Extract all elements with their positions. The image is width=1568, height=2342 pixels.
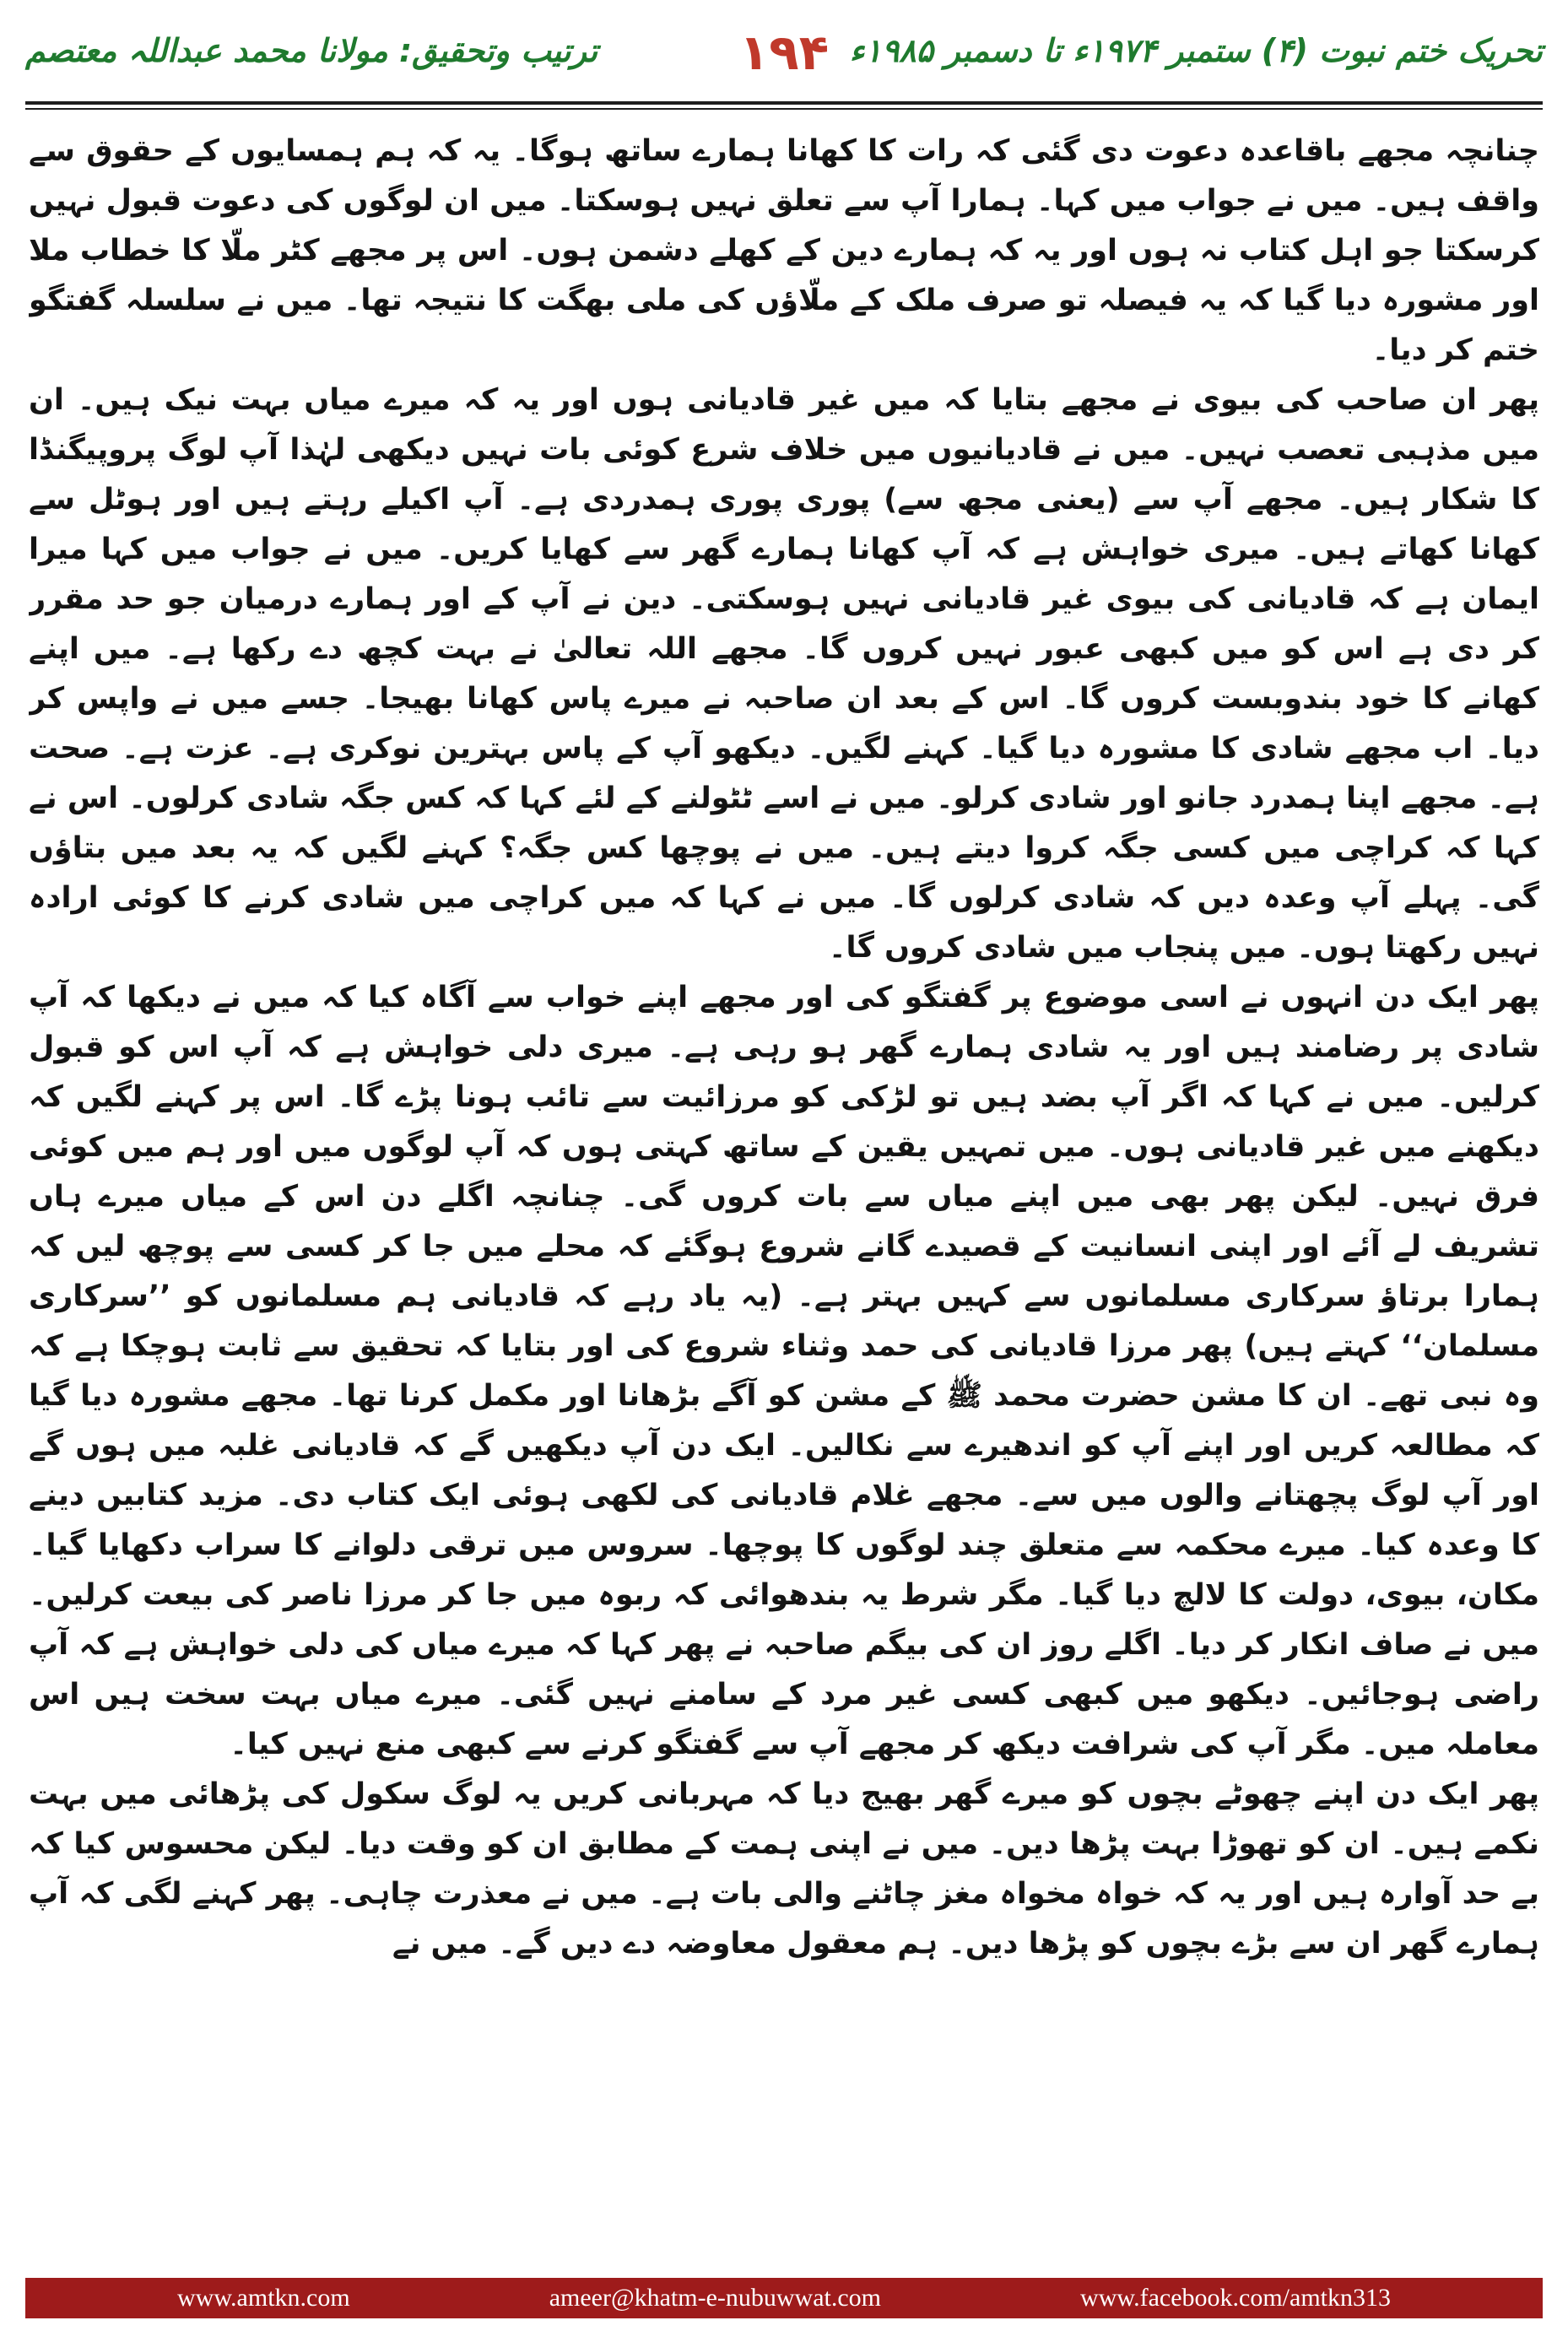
header-divider <box>25 101 1543 105</box>
facebook-link[interactable]: www.facebook.com/amtkn313 <box>1080 2284 1391 2312</box>
email-link[interactable]: ameer@khatm-e-nubuwwat.com <box>549 2284 882 2312</box>
page-body <box>29 127 1539 2249</box>
page-footer <box>25 2278 1543 2318</box>
book-title: تحریک ختم نبوت (۴) ستمبر ۱۹۷۴ء تا دسمبر ۱۹۸۵ء <box>849 32 1543 69</box>
paragraph-1: چنانچہ مجھے باقاعدہ دعوت دی گئی کہ رات کا کھانا ہمارے ساتھ ہوگا۔ یہ کہ ہم ہمسایوں کے حقوق سے واقف ہیں۔ میں نے جواب میں کہا۔ ہمارا آپ سے تعلق نہیں ہوسکتا۔ میں ان لوگوں کی دعوت قبول نہیں کرسکتا جو اہل کتاب نہ ہوں اور یہ کہ ہمارے دین کے کھلے دشمن ہوں۔ اس پر مجھے کٹر ملّا کا خطاب ملا اور مشورہ دیا گیا کہ یہ فیصلہ تو صرف ملک کے ملّاؤں کی ملی بھگت کا نتیجہ تھا۔ میں نے سلسلہ گفتگو ختم کر دیا۔ <box>29 134 1539 367</box>
page-header <box>25 24 1543 100</box>
compiler-credit: ترتیب وتحقیق: مولانا محمد عبداللہ معتصم <box>25 32 598 69</box>
paragraph-4: پھر ایک دن اپنے چھوٹے بچوں کو میرے گھر بھیج دیا کہ مہربانی کریں یہ لوگ سکول کی پڑھائی میں بہت نکمے ہیں۔ ان کو تھوڑا بہت پڑھا دیں۔ میں نے اپنی ہمت کے مطابق ان کو وقت دیا۔ لیکن محسوس کیا کہ بے حد آوارہ ہیں اور یہ کہ خواہ مخواہ مغز چاٹنے والی بات ہے۔ میں نے معذرت چاہی۔ پھر کہنے لگی کہ آپ ہمارے گھر ان سے بڑے بچوں کو پڑھا دیں۔ ہم معقول معاوضہ دے دیں گے۔ میں نے <box>29 1777 1539 1961</box>
website-link[interactable]: www.amtkn.com <box>177 2284 350 2312</box>
paragraph-3: پھر ایک دن انہوں نے اسی موضوع پر گفتگو کی اور مجھے اپنے خواب سے آگاہ کیا کہ میں نے دیکھا کہ آپ شادی پر رضامند ہیں اور یہ شادی ہمارے گھر ہو رہی ہے۔ میری دلی خواہش ہے کہ آپ اس کو قبول کرلیں۔ میں نے کہا کہ اگر آپ بضد ہیں تو لڑکی کو مرزائیت سے تائب ہونا پڑے گا۔ اس پر کہنے لگیں کہ دیکھنے میں غیر قادیانی ہوں۔ میں تمہیں یقین کے ساتھ کہتی ہوں کہ آپ لوگوں میں اور ہم میں کوئی فرق نہیں۔ لیکن پھر بھی میں اپنے میاں سے بات کروں گی۔ چنانچہ اگلے دن اس کے میاں میرے ہاں تشریف لے آئے اور اپنی انسانیت کے قصیدے گانے شروع ہوگئے کہ محلے میں جا کر کسی سے پوچھ لیں کہ ہمارا برتاؤ سرکاری مسلمانوں سے کہیں بہتر ہے۔ (یہ یاد رہے کہ قادیانی ہم مسلمانوں کو ’’سرکاری مسلمان‘‘ کہتے ہیں) پھر مرزا قادیانی کی حمد وثناء شروع کی اور بتایا کہ تحقیق سے ثابت ہوچکا ہے کہ وہ نبی تھے۔ ان کا مشن حضرت محمد ﷺ کے مشن کو آگے بڑھانا اور مکمل کرنا تھا۔ مجھے مشورہ دیا گیا کہ مطالعہ کریں اور اپنے آپ کو اندھیرے سے نکالیں۔ ایک دن آپ دیکھیں گے کہ قادیانی غلبہ میں ہوں گے اور آپ لوگ پچھتانے والوں میں سے۔ مجھے غلام قادیانی کی لکھی ہوئی ایک کتاب دی۔ مزید کتابیں دینے کا وعدہ کیا۔ میرے محکمہ سے متعلق چند لوگوں کا پوچھا۔ سروس میں ترقی دلوانے کا سراب دکھایا گیا۔ مکان، بیوی، دولت کا لالچ دیا گیا۔ مگر شرط یہ بندھوائی کہ ربوہ میں جا کر مرزا ناصر کی بیعت کرلیں۔ میں نے صاف انکار کر دیا۔ اگلے روز ان کی بیگم صاحبہ نے پھر کہا کہ میرے میاں کی دلی خواہش ہے کہ آپ راضی ہوجائیں۔ دیکھو میں کبھی کسی غیر مرد کے سامنے نہیں گئی۔ میرے میاں بہت سخت ہیں اس معاملہ میں۔ مگر آپ کی شرافت دیکھ کر مجھے آپ سے گفتگو کرنے سے کبھی منع نہیں کیا۔ <box>29 981 1539 1761</box>
paragraph-2: پھر ان صاحب کی بیوی نے مجھے بتایا کہ میں غیر قادیانی ہوں اور یہ کہ میرے میاں بہت نیک ہیں۔ ان میں مذہبی تعصب نہیں۔ میں نے قادیانیوں میں خلاف شرع کوئی بات نہیں دیکھی لہٰذا آپ لوگ پروپیگنڈا کا شکار ہیں۔ مجھے آپ سے (یعنی مجھ سے) پوری پوری ہمدردی ہے۔ آپ اکیلے رہتے ہیں اور ہوٹل سے کھانا کھاتے ہیں۔ میری خواہش ہے کہ آپ کھانا ہمارے گھر سے کھایا کریں۔ میں نے جواب میں کہا میرا ایمان ہے کہ قادیانی کی بیوی غیر قادیانی نہیں ہوسکتی۔ دین نے آپ کے اور ہمارے درمیان جو حد مقرر کر دی ہے اس کو میں کبھی عبور نہیں کروں گا۔ مجھے اللہ تعالیٰ نے بہت کچھ دے رکھا ہے۔ میں اپنے کھانے کا خود بندوبست کروں گا۔ اس کے بعد ان صاحبہ نے میرے پاس کھانا بھیجا۔ جسے میں نے واپس کر دیا۔ اب مجھے شادی کا مشورہ دیا گیا۔ کہنے لگیں۔ دیکھو آپ کے پاس بہترین نوکری ہے۔ عزت ہے۔ صحت ہے۔ مجھے اپنا ہمدرد جانو اور شادی کرلو۔ میں نے اسے ٹٹولنے کے لئے کہا کہ کس جگہ شادی کرلوں۔ اس نے کہا کہ کراچی میں کسی جگہ کروا دیتے ہیں۔ میں نے پوچھا کس جگہ؟ کہنے لگیں کہ یہ بعد میں بتاؤں گی۔ پہلے آپ وعدہ دیں کہ شادی کرلوں گا۔ میں نے کہا کہ میں کراچی میں شادی کرنے کا کوئی ارادہ نہیں رکھتا ہوں۔ میں پنجاب میں شادی کروں گا۔ <box>29 383 1539 965</box>
header-divider-thin <box>25 108 1543 110</box>
page-number: ۱۹۴ <box>738 24 830 81</box>
